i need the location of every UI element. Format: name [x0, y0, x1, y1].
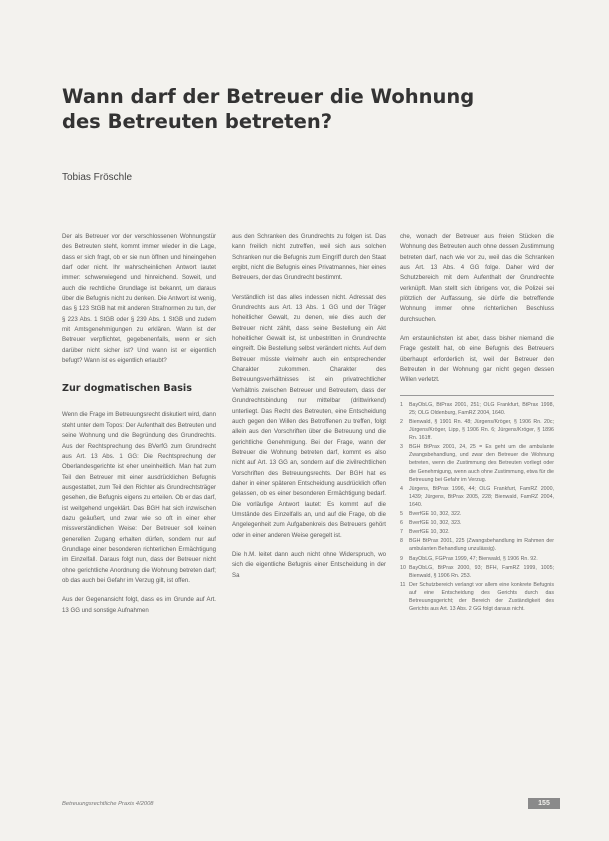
footnote-number: 11 — [400, 581, 406, 588]
paragraph: Am erstaunlichsten ist aber, dass bisher niemand die Frage gestellt hat, ob eine Befugnis des Betreuers überhaupt erforderlich ist, weil der Betreuer den Betreuten in der Wohnung gar nicht gegen dessen Willen verletzt. — [400, 335, 554, 384]
paragraph: Die h.M. leitet dann auch nicht ohne Widerspruch, wo sich die eigentliche Befugnis einer Entscheidung in der Sa — [232, 550, 386, 579]
footnote-text: BayObLG, FGPrax 1999, 47; Bienwald, § 1906 Rn. 92. — [409, 555, 538, 562]
footnote-number: 5 — [400, 511, 403, 518]
paragraph: Aus der Gegenansicht folgt, dass es im Grunde auf Art. 13 GG und sonstige Aufnahmen — [62, 596, 216, 614]
page-number: 155 — [528, 798, 560, 809]
paragraph: Der als Betreuer vor der verschlossenen Wohnungstür des Betreuten steht, kommt immer wieder in die Lage, dass er sich fragt, ob er sie nun öffnen und hineingehen darf oder nicht. Ihr wahrscheinlichen Antwort lautet immer: schwerwiegend und hinreichend. Soweit, und auch die rechtliche Grundlage ist bekannt, um daraus über die Befugnis nicht zu denken. Die Antwort ist wenig, das § 123 StGB hat mit anderen Strafnormen zu tun, der § 223 Abs. 1 StGB oder § 239 Abs. 1 StGB und zudem mit Amtsgenehmigungen zu erklären. Wann ist der Betreuer verpflichtet, gegebenenfalls, wenn er sich darüber nicht sicher ist? Und wann ist er eigentlich befugt? Wann ist es eigentlich erlaubt? — [62, 233, 216, 365]
footnote-text: BGH BtPrax 2001, 24, 25 = Es geht um die ambulante Zwangsbehandlung, und zwar den Betreuer die Wohnung betreten, wenn die Zustimmung des Betreuten vorliegt oder die Genehmigung, wenn auch ohne Zustimmung, etwa für die Betreuung bei Gefahr im Verzug. — [409, 444, 554, 483]
section-heading: Zur dogmatischen Basis — [62, 383, 192, 395]
footnote-number: 10 — [400, 564, 406, 571]
footnote-number: 6 — [400, 520, 403, 527]
footnote — [400, 555, 554, 563]
text-column-1 — [62, 232, 216, 625]
footnote — [400, 418, 554, 442]
footnote-text: BayObLG, BtPrax 2001, 251; OLG Frankfurt, BtPrax 1998, 25; OLG Oldenburg, FamRZ 2004, 1640. — [409, 401, 554, 416]
paragraph: Verständlich ist das alles indessen nicht. Adressat des Grundrechts aus Art. 13 Abs. 1 GG und der Träger hoheitlicher Gewalt, zu denen, wie dies auch der Betreuer nicht zählt, dass seine Bestellung ein Akt hoheitlicher Gewalt ist, ist unbestritten in Grundrechte eingreift. Die Bestellung selbst verändert nichts. Auf dem Betreuer müsste vielmehr auch ein entsprechender Charakter zukommen. Charakter des Betreuungsverhältnisses ist ein privatrechtlicher Verhältnis zwischen Betreuer und Betreutem, dass der Grundrechtsbindung nur mittelbar (drittwirkend) unterliegt. Das Recht des Betreuten, eine Entscheidung auch gegen den Willen des Betroffenen zu treffen, folgt allein aus den Vorschriften über die Betreuung und die gerichtliche Genehmigung. Bei der Frage, wann der Betreuer die Wohnung betreten darf, kommt es also nicht auf Art. 13 GG an, sondern auf die zivilrechtlichen Vorschriften des Betreuungsrechts. Der BGH hat es daher in einer späteren Entscheidung ausdrücklich offen gelassen, ob es einer besonderen Ermächtigung bedarf. Die vorläufige Antwort lautet: Es kommt auf die Umstände des Einzelfalls an, und auf die Frage, ob die Angelegenheit zum Aufgabenkreis des Betreuers gehört oder in einer anderen Weise geregelt ist. — [232, 293, 386, 539]
article-title: Wann darf der Betreuer die Wohnung des Betreuten betreten? — [62, 85, 475, 133]
paragraph: aus den Schranken des Grundrechts zu folgen ist. Das kann freilich nicht zutreffen, weil sich aus solchen Schranken nur die Befugnis zum Eingriff durch den Staat ergibt, nicht die Befugnis eines Privatmannes, hier eines Betreuers, der das Grundrecht bestimmt. — [232, 233, 386, 282]
footnote-number: 1 — [400, 401, 403, 408]
text-column-3 — [400, 232, 554, 614]
footnotes — [400, 395, 554, 613]
footnote — [400, 443, 554, 483]
footnote-text: Der Schutzbereich verlangt vor allem eine konkrete Befugnis auf eine Entscheidung des Gerichts durch das Betreuungsgericht; der Bereich der Zuständigkeit des Gerichts aus Art. 13 Abs. 2 GG folgt daraus nicht. — [409, 581, 554, 613]
footnote-text: BverfGE 10, 302. — [409, 529, 450, 536]
footnote — [400, 510, 554, 518]
footnote-text: Bienwald, § 1901 Rn. 48; Jürgens/Kröger, § 1906 Rn. 20c; Jürgens/Kröger, Lipp, § 1906 Rn. 6; Jürgens/Kröger, § 1896 Rn. 161ff. — [409, 419, 554, 442]
footnote-number: 7 — [400, 529, 403, 536]
footnote-number: 4 — [400, 485, 403, 492]
footnote — [400, 537, 554, 553]
footnote-text: BayObLG, BtPrax 2000, 93; BFH, FamRZ 1999, 1005; Bienwald, § 1906 Rn. 253. — [409, 564, 554, 579]
footnote-number: 2 — [400, 419, 403, 425]
journal-footer: Betreuungsrechtliche Praxis 4/2008 — [62, 801, 154, 807]
footnote-text: BGH BtPrax 2001, 225 (Zwangsbehandlung im Rahmen der ambulanten Behandlung unzulässig). — [409, 538, 554, 553]
footnote — [400, 564, 554, 580]
footnote — [400, 401, 554, 417]
footnote — [400, 519, 554, 527]
footnote-number: 8 — [400, 538, 403, 545]
footnote — [400, 528, 554, 536]
footnote-text: Jürgens, BtPrax 1996, 44; OLG Frankfurt, FamRZ 2000, 1439; Jürgens, BtPrax 2005, 228; Bienwald, FamRZ 2004, 1640. — [409, 485, 554, 508]
footnote-number: 9 — [400, 555, 403, 562]
footnote — [400, 581, 554, 613]
paragraph: che, wonach der Betreuer aus freien Stücken die Wohnung des Betreuten auch ohne dessen Zustimmung betreten darf, nach wie vor zu, weil das die Schranken aus Art. 13 Abs. 4 GG folge. Daher wird der Schutzbereich mit dem Aufenthalt der Grundrechte verknüpft. Man stellt sich übrigens vor, die Polizei sei plötzlich der Auffassung, sie dürfe die betreffende Wohnung immer ohne richterlichen Beschluss durchsuchen. — [400, 233, 554, 323]
footnote — [400, 485, 554, 509]
paragraph: Wenn die Frage im Betreuungsrecht diskutiert wird, dann steht unter dem Topos: Der Aufenthalt des Betreuten und seine Wohnung und die Begründung des Grundrechts. Aus der Rechtsprechung des BVerfG zum Grundrecht aus Art. 13 Abs. 1 GG: Die Rechtsprechung der Oberlandesgerichte ist eher uneinheitlich. Man hat zum Teil den Betreuer mit einer ausdrücklichen Befugnis ausgestattet, zum Teil den Richter als Grundrechtsträger gesehen, die Befugnis eigens zu erteilen. Ob er das darf, ist weitgehend ungeklärt. Das BGH hat sich inzwischen dazu geäußert, und zwar wie so oft in einer eher missverständlichen Weise: Der Betreuer soll keinen generellen Zugang erhalten dürfen, sondern nur auf Grundlage einer besonderen richterlichen Ermächtigung im Einzelfall. Daraus folgt nun, dass der Betreuer nicht ohne gerichtliche Anordnung die Wohnung betreten darf; ob das auch bei Gefahr im Verzug gilt, ist offen. — [62, 411, 216, 584]
author-name: Tobias Fröschle — [62, 172, 133, 183]
text-column-2 — [232, 232, 386, 590]
footnote-number: 3 — [400, 444, 403, 451]
footnote-text: BverfGE 10, 302, 323. — [409, 520, 462, 527]
footnote-text: BverfGE 10, 302, 322. — [409, 511, 462, 518]
